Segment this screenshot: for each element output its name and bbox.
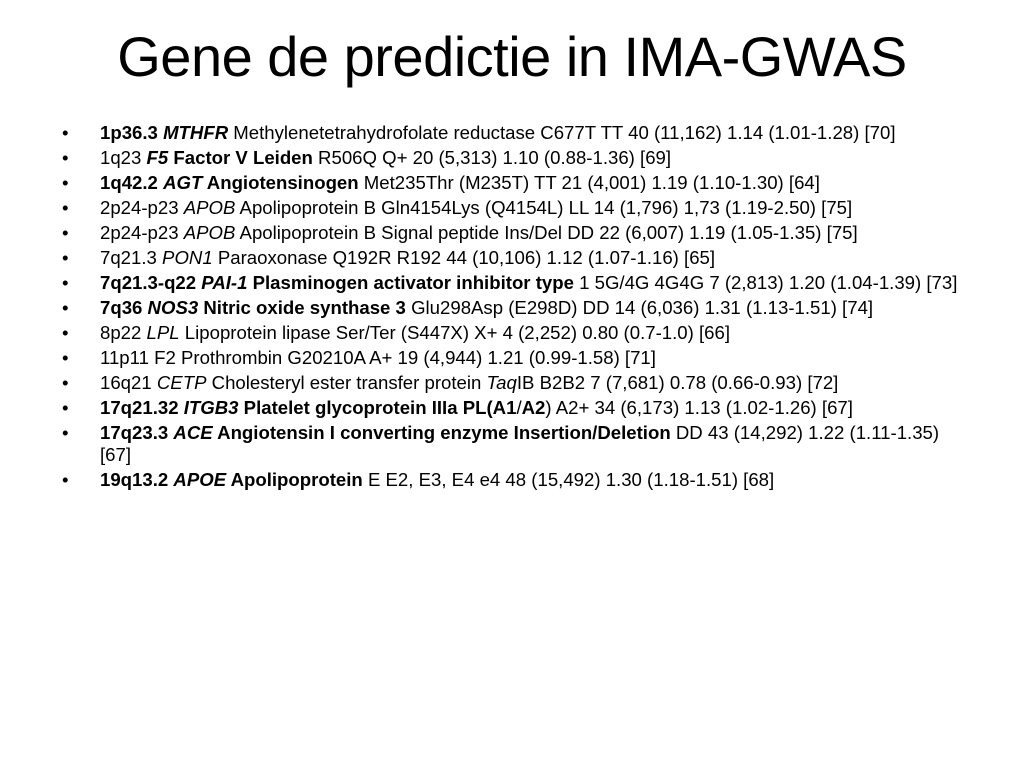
bullet-icon: • — [62, 172, 69, 193]
bullet-icon: • — [62, 372, 69, 393]
text-run: F5 — [146, 147, 169, 168]
text-run: APOE — [173, 469, 227, 490]
list-item — [62, 297, 972, 319]
text-run: 11p11 F2 Prothrombin G20210A A+ 19 (4,944) 1.21 (0.99-1.58) [71] — [100, 347, 656, 368]
text-run: ) A2+ 34 (6,173) 1.13 (1.02-1.26) [67] — [545, 397, 853, 418]
list-item — [62, 372, 972, 394]
text-run: Met235Thr (M235T) TT 21 (4,001) 1.19 (1.10-1.30) [64] — [358, 172, 820, 193]
text-run: DD 43 (14,292) 1.22 (1.11-1.35) [67] — [100, 422, 940, 465]
bullet-icon: • — [62, 222, 69, 243]
text-run: AGT — [163, 172, 203, 193]
text-run: / — [516, 397, 522, 418]
text-run: NOS3 — [147, 297, 199, 318]
text-run: Taq — [486, 372, 517, 393]
text-run: 1p36.3 — [100, 122, 164, 143]
bullet-icon: • — [62, 247, 69, 268]
text-run: APOB — [183, 222, 236, 243]
text-run: ACE — [173, 422, 213, 443]
list-item — [62, 222, 972, 244]
text-run: 7q36 — [100, 297, 148, 318]
slide-title: Gene de predictie in IMA-GWAS — [117, 25, 907, 88]
bullet-icon: • — [62, 322, 69, 343]
text-run: Angiotensinogen — [202, 172, 359, 193]
text-run: Apolipoprotein B Gln4154Lys (Q4154L) LL 14 (1,796) 1,73 (1.19-2.50) [75] — [235, 197, 853, 218]
text-run: Cholesteryl ester transfer protein — [206, 372, 487, 393]
list-item — [62, 397, 972, 419]
text-run: Lipoprotein lipase Ser/Ter (S447X) X+ 4 (2,252) 0.80 (0.7-1.0) [66] — [179, 322, 731, 343]
text-run: A2 — [521, 397, 546, 418]
text-run: Paraoxonase Q192R R192 44 (10,106) 1.12 (1.07-1.16) [65] — [212, 247, 716, 268]
list-item — [62, 147, 972, 169]
bullet-icon: • — [62, 397, 69, 418]
bullet-icon: • — [62, 347, 69, 368]
text-run: Glu298Asp (E298D) DD 14 (6,036) 1.31 (1.13-1.51) [74] — [405, 297, 874, 318]
bullet-icon: • — [62, 147, 69, 168]
text-run: Nitric oxide synthase 3 — [198, 297, 406, 318]
text-run: IB B2B2 7 (7,681) 0.78 (0.66-0.93) [72] — [516, 372, 839, 393]
text-run: 7q21.3 — [100, 247, 163, 268]
text-run: Plasminogen activator inhibitor type — [247, 272, 574, 293]
bullet-list — [62, 122, 972, 494]
text-run: E E2, E3, E4 e4 48 (15,492) 1.30 (1.18-1.51) [68] — [362, 469, 775, 490]
list-item — [62, 172, 972, 194]
bullet-icon: • — [62, 469, 69, 490]
list-item — [62, 322, 972, 344]
text-run: 7q21.3-q22 — [100, 272, 202, 293]
text-run: Apolipoprotein B Signal peptide Ins/Del DD 22 (6,007) 1.19 (1.05-1.35) [75] — [235, 222, 858, 243]
text-run: MTHFR — [163, 122, 229, 143]
list-item — [62, 122, 972, 144]
text-run: 17q23.3 — [100, 422, 174, 443]
list-item — [62, 469, 972, 491]
text-run: PAI-1 — [201, 272, 248, 293]
bullet-icon: • — [62, 422, 69, 443]
text-run: 16q21 — [100, 372, 157, 393]
text-run: 1 5G/4G 4G4G 7 (2,813) 1.20 (1.04-1.39) [73] — [573, 272, 958, 293]
text-run: 2p24-p23 — [100, 222, 184, 243]
bullet-icon: • — [62, 197, 69, 218]
text-run: 1q23 — [100, 147, 147, 168]
text-run: Methylenetetrahydrofolate reductase C677T TT 40 (11,162) 1.14 (1.01-1.28) [70] — [228, 122, 896, 143]
text-run: LPL — [146, 322, 180, 343]
text-run: Apolipoprotein — [226, 469, 363, 490]
text-run: ITGB3 — [183, 397, 239, 418]
text-run: Factor V Leiden — [168, 147, 313, 168]
list-item — [62, 247, 972, 269]
text-run: CETP — [156, 372, 207, 393]
bullet-icon: • — [62, 297, 69, 318]
bullet-icon: • — [62, 272, 69, 293]
text-run: 1q42.2 — [100, 172, 164, 193]
text-run: 2p24-p23 — [100, 197, 184, 218]
text-run: R506Q Q+ 20 (5,313) 1.10 (0.88-1.36) [69] — [312, 147, 672, 168]
list-item — [62, 272, 972, 294]
list-item — [62, 347, 972, 369]
text-run: 17q21.32 — [100, 397, 184, 418]
list-item — [62, 197, 972, 219]
text-run: Angiotensin I converting enzyme Insertion/Deletion — [212, 422, 671, 443]
bullet-icon: • — [62, 122, 69, 143]
text-run: PON1 — [162, 247, 213, 268]
text-run: APOB — [183, 197, 236, 218]
list-item — [62, 422, 972, 466]
text-run: 19q13.2 — [100, 469, 174, 490]
text-run: 8p22 — [100, 322, 147, 343]
text-run: Platelet glycoprotein IIIa PL(A1 — [238, 397, 517, 418]
